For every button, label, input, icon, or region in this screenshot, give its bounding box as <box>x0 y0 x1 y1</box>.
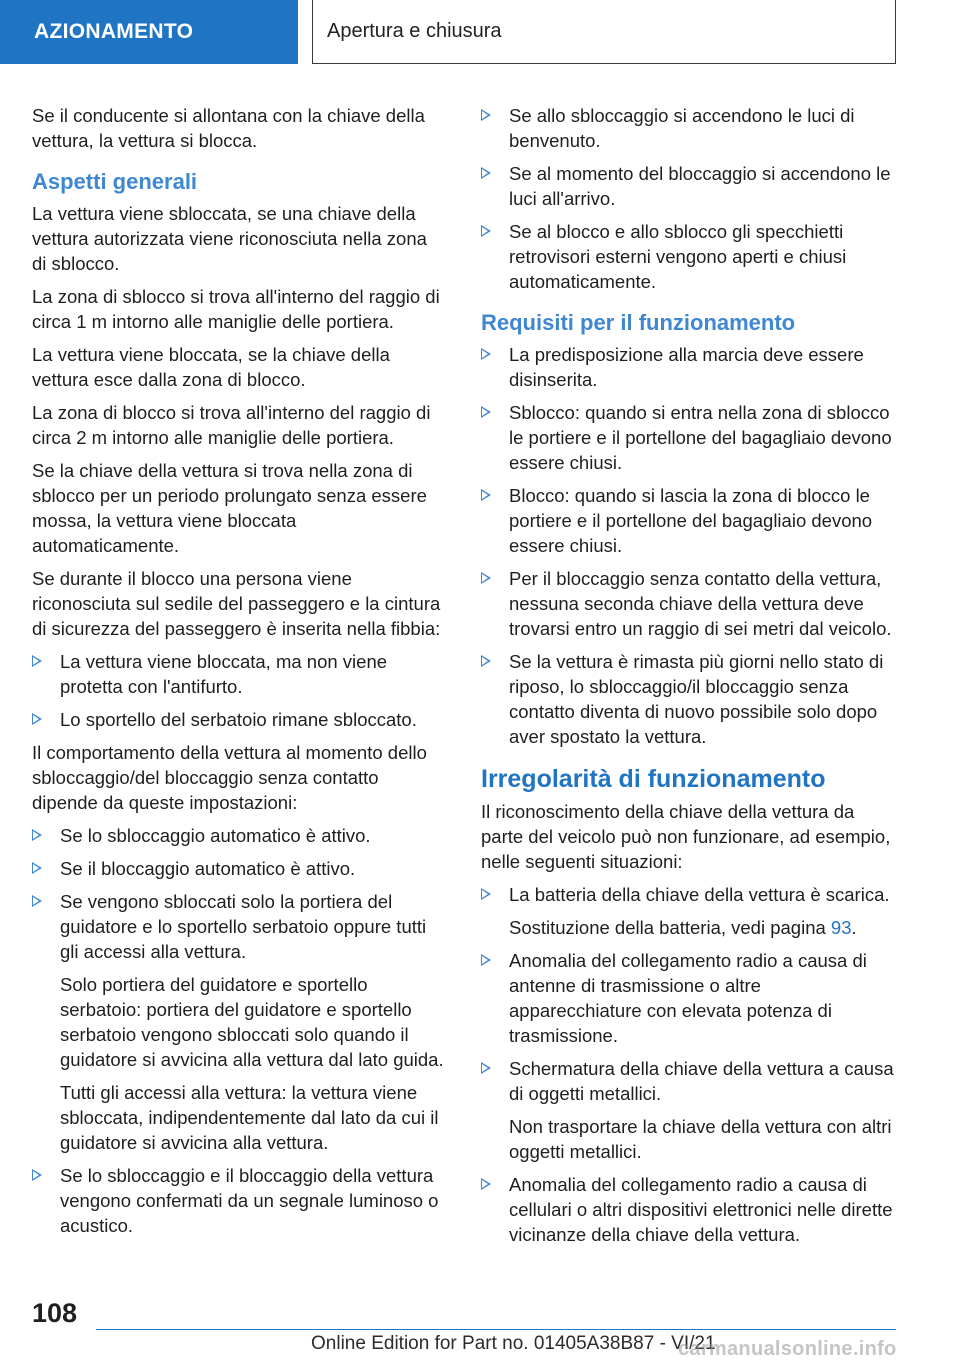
list-item: Se vengono sbloccati solo la portiera del guidatore e lo sportello serbatoio oppure tutti gli accessi alla vettura. Solo portiera del guidatore e sportello serbatoio: portiera del guidatore e sportello serbatoio vengono sbloccati solo quando il guidatore si avvicina alla vettura dal lato guida. Tutti gli accessi alla vettura: la vettura viene sbloccata, indipendentemente dal lato da cui il guidatore si avvicina alla vettura. <box>32 889 444 1155</box>
sub-paragraph: Non trasportare la chiave della vettura con altri oggetti metallici. <box>509 1116 892 1162</box>
bullet-triangle-icon <box>481 888 491 900</box>
bullet-triangle-icon <box>481 489 491 501</box>
page-link[interactable]: 93 <box>830 917 852 938</box>
bullet-triangle-icon <box>481 572 491 584</box>
bullet-triangle-icon <box>32 895 42 907</box>
paragraph: Se la chiave della vettura si trova nella zona di sblocco per un periodo prolungato senza essere mossa, la vettura viene bloccata automaticamente. <box>32 460 427 556</box>
right-column <box>481 103 897 1255</box>
page-number: 108 <box>32 1298 78 1328</box>
list-item: La vettura viene bloccata, ma non viene protetta con l'antifurto. <box>32 649 444 699</box>
footer-divider <box>96 1329 896 1330</box>
bullet-triangle-icon <box>32 713 42 725</box>
bullet-triangle-icon <box>481 406 491 418</box>
bullet-triangle-icon <box>481 167 491 179</box>
list-item: La predisposizione alla marcia deve essere disinserita. <box>481 342 897 392</box>
list-item: Se lo sbloccaggio automatico è attivo. <box>32 823 444 848</box>
list-item: Lo sportello del serbatoio rimane sbloccato. <box>32 707 444 732</box>
bullet-triangle-icon <box>32 1169 42 1181</box>
list-item: Se lo sbloccaggio e il bloccaggio della vettura vengono confermati da un segnale luminoso o acustico. <box>32 1163 444 1238</box>
list-item: Schermatura della chiave della vettura a causa di oggetti metallici. Non trasportare la chiave della vettura con altri oggetti metallici. <box>481 1056 897 1164</box>
bullet-triangle-icon <box>32 862 42 874</box>
sub-paragraph: Tutti gli accessi alla vettura: la vettura viene sbloccata, indipendentemente dal lato da cui il guidatore si avvicina alla vettura. <box>60 1082 439 1153</box>
heading-requirements: Requisiti per il funzionamento <box>481 310 796 335</box>
sub-paragraph: Sostituzione della batteria, vedi pagina 93. <box>509 917 857 938</box>
paragraph: La zona di blocco si trova all'interno del raggio di circa 2 m intorno alle maniglie delle portiera. <box>32 402 431 448</box>
bullet-triangle-icon <box>32 655 42 667</box>
paragraph: La vettura viene bloccata, se la chiave della vettura esce dalla zona di blocco. <box>32 344 390 390</box>
sub-paragraph: Solo portiera del guidatore e sportello serbatoio: portiera del guidatore e sportello serbatoio vengono sbloccati solo quando il guidatore si avvicina alla vettura dal lato guida. <box>60 974 444 1070</box>
footer-edition: Online Edition for Part no. 01405A38B87 - VI/21 <box>311 1333 716 1354</box>
section-tab: AZIONAMENTO <box>0 0 298 64</box>
bullet-list <box>32 649 444 732</box>
paragraph: La vettura viene sbloccata, se una chiave della vettura autorizzata viene riconosciuta nella zona di sblocco. <box>32 203 427 274</box>
watermark: carmanualsonline.info <box>678 1338 897 1360</box>
heading-general: Aspetti generali <box>32 169 198 194</box>
list-item: Se il bloccaggio automatico è attivo. <box>32 856 444 881</box>
paragraph: Il comportamento della vettura al momento dello sbloccaggio/del bloccaggio senza contatto dipende da queste impostazioni: <box>32 742 427 813</box>
bullet-triangle-icon <box>481 225 491 237</box>
list-item: Anomalia del collegamento radio a causa di cellulari o altri dispositivi elettronici nelle dirette vicinanze della chiave della vettura. <box>481 1172 897 1247</box>
bullet-list <box>32 823 444 1238</box>
bullet-triangle-icon <box>481 348 491 360</box>
list-item: Anomalia del collegamento radio a causa di antenne di trasmissione o altre apparecchiature con elevata potenza di trasmissione. <box>481 948 897 1048</box>
bullet-triangle-icon <box>481 655 491 667</box>
list-item: Se al blocco e allo sblocco gli specchietti retrovisori esterni vengono aperti e chiusi automaticamente. <box>481 219 897 294</box>
bullet-triangle-icon <box>32 829 42 841</box>
list-item: Se la vettura è rimasta più giorni nello stato di riposo, lo sbloccaggio/il bloccaggio senza contatto diventa di nuovo possibile solo dopo aver spostato la vettura. <box>481 649 897 749</box>
paragraph: Se durante il blocco una persona viene riconosciuta sul sedile del passeggero e la cintura di sicurezza del passeggero è inserita nella fibbia: <box>32 568 441 639</box>
left-column <box>32 103 444 1246</box>
list-item: Se allo sbloccaggio si accendono le luci di benvenuto. <box>481 103 897 153</box>
bullet-triangle-icon <box>481 1178 491 1190</box>
list-item: Per il bloccaggio senza contatto della vettura, nessuna seconda chiave della vettura deve trovarsi entro un raggio di sei metri dal veicolo. <box>481 566 897 641</box>
intro-paragraph: Se il conducente si allontana con la chiave della vettura, la vettura si blocca. <box>32 105 425 151</box>
bullet-list <box>481 882 897 1247</box>
bullet-triangle-icon <box>481 109 491 121</box>
list-item: Sblocco: quando si entra nella zona di sblocco le portiere e il portellone del bagagliaio devono essere chiusi. <box>481 400 897 475</box>
paragraph: La zona di sblocco si trova all'interno del raggio di circa 1 m intorno alle maniglie delle portiera. <box>32 286 440 332</box>
bullet-list <box>481 103 897 294</box>
list-item: Blocco: quando si lascia la zona di blocco le portiere e il portellone del bagagliaio devono essere chiusi. <box>481 483 897 558</box>
page-title: Apertura e chiusura <box>312 0 896 64</box>
paragraph: Il riconoscimento della chiave della vettura da parte del veicolo può non funzionare, ad esempio, nelle seguenti situazioni: <box>481 801 891 872</box>
list-item: Se al momento del bloccaggio si accendono le luci all'arrivo. <box>481 161 897 211</box>
list-item: La batteria della chiave della vettura è scarica. Sostituzione della batteria, vedi pagina 93. <box>481 882 897 940</box>
heading-malfunction: Irregolarità di funzionamento <box>481 765 826 793</box>
bullet-triangle-icon <box>481 1062 491 1074</box>
bullet-triangle-icon <box>481 954 491 966</box>
bullet-list <box>481 342 897 749</box>
